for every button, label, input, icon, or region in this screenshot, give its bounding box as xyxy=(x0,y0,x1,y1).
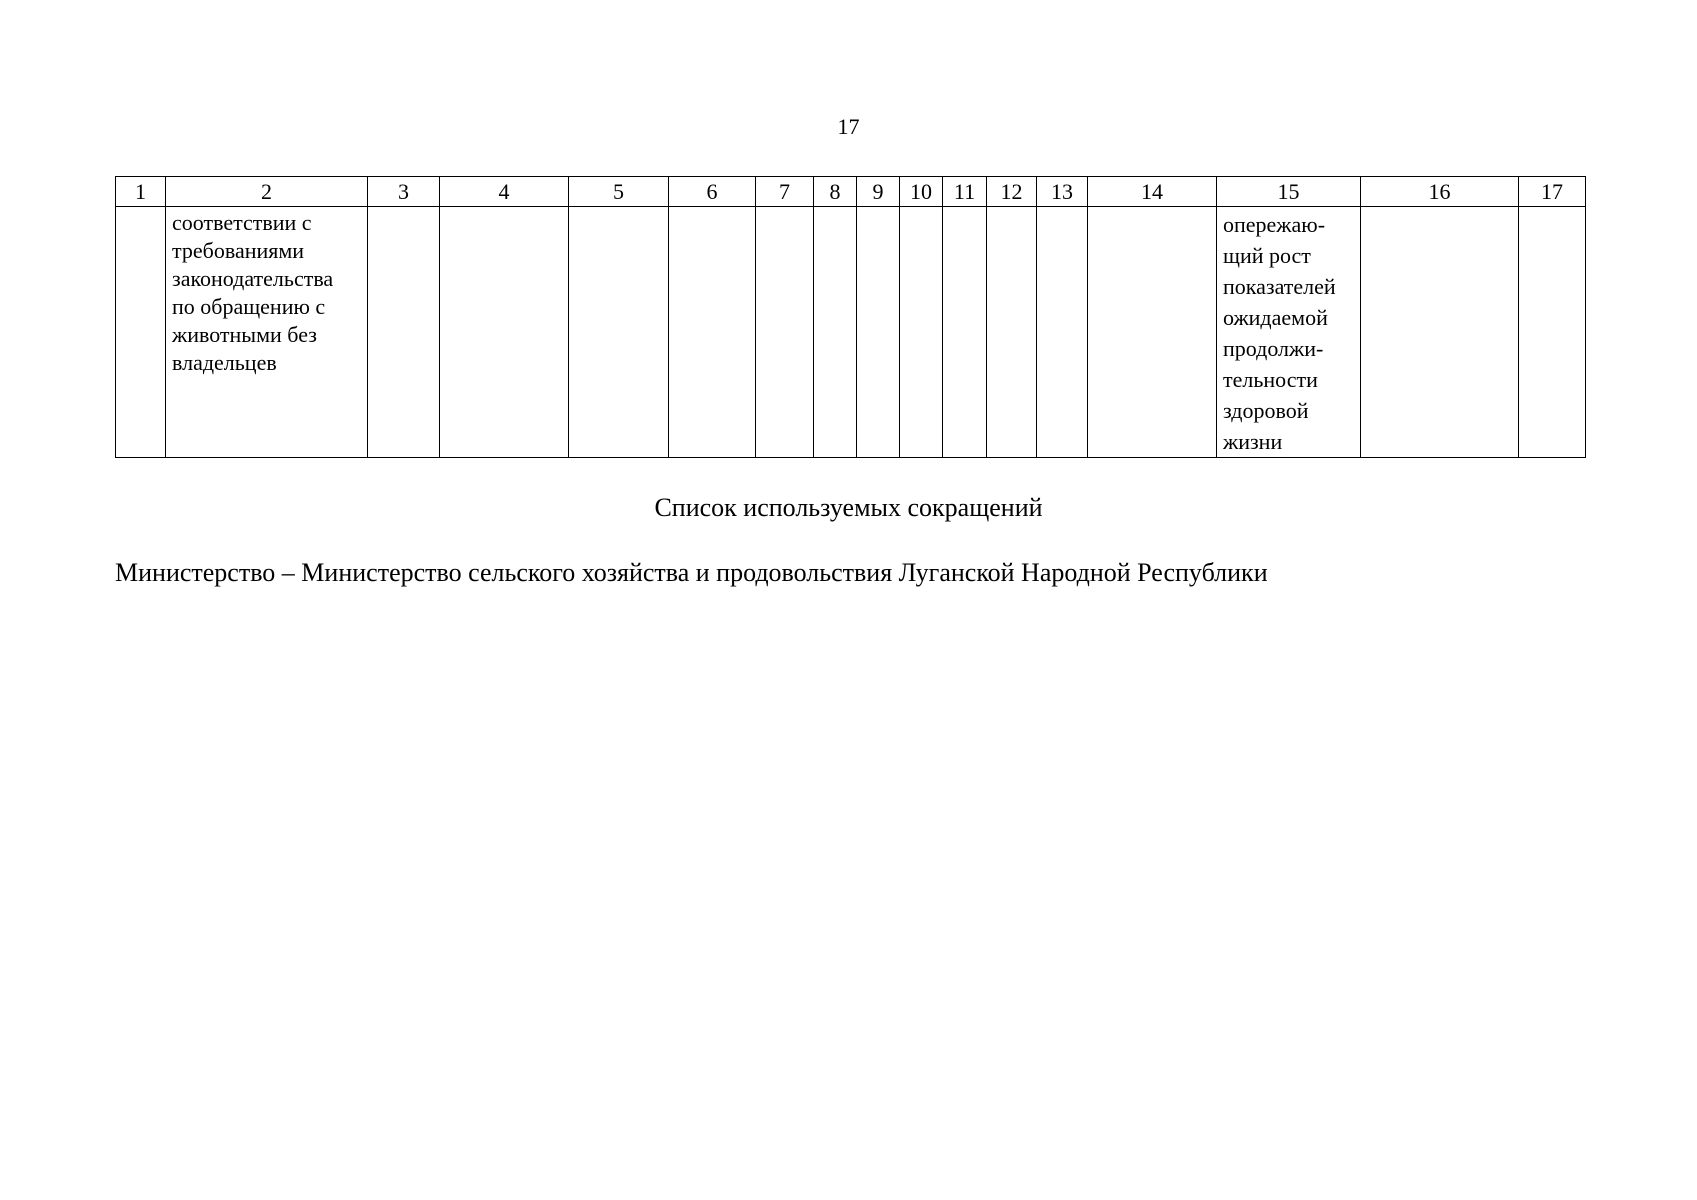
column-header: 9 xyxy=(857,177,900,207)
column-header: 8 xyxy=(814,177,857,207)
cell-text xyxy=(569,207,668,209)
table-row xyxy=(116,207,1586,458)
column-header: 7 xyxy=(756,177,814,207)
table-header-row xyxy=(116,177,1586,207)
column-header: 10 xyxy=(900,177,943,207)
column-header: 3 xyxy=(368,177,440,207)
cell-text xyxy=(857,207,899,209)
table-cell xyxy=(166,207,368,458)
cell-text xyxy=(1519,207,1585,209)
column-header: 15 xyxy=(1217,177,1361,207)
page-number: 17 xyxy=(837,114,860,139)
cell-text xyxy=(1361,207,1518,209)
cell-text xyxy=(440,207,568,209)
column-header: 16 xyxy=(1361,177,1519,207)
column-header: 6 xyxy=(669,177,756,207)
column-header: 2 xyxy=(166,177,368,207)
cell-text xyxy=(987,207,1036,209)
column-header: 12 xyxy=(987,177,1037,207)
column-header: 11 xyxy=(943,177,987,207)
column-header: 4 xyxy=(440,177,569,207)
table-cell xyxy=(900,207,943,458)
cell-text: соответствии с требованиями законодательства по обращению с животными без владельцев xyxy=(172,210,334,375)
table-cell xyxy=(569,207,669,458)
table-cell xyxy=(1037,207,1088,458)
column-header: 5 xyxy=(569,177,669,207)
table-cell xyxy=(814,207,857,458)
table-cell xyxy=(1361,207,1519,458)
table-cell xyxy=(756,207,814,458)
table-cell xyxy=(1217,207,1361,458)
column-header: 17 xyxy=(1519,177,1586,207)
cell-text xyxy=(368,207,439,209)
cell-text xyxy=(943,207,986,209)
table-cell xyxy=(857,207,900,458)
column-header: 13 xyxy=(1037,177,1088,207)
table-cell xyxy=(1519,207,1586,458)
cell-text xyxy=(116,207,165,209)
table-cell xyxy=(368,207,440,458)
table-cell xyxy=(987,207,1037,458)
abbreviation-item: Министерство – Министерство сельского хозяйства и продовольствия Луганской Народной Республики xyxy=(115,558,1268,587)
table-cell xyxy=(1088,207,1217,458)
table-cell xyxy=(440,207,569,458)
column-header: 14 xyxy=(1088,177,1217,207)
cell-text: опережаю- щий рост показателей ожидаемой продолжи- тельности здоровой жизни xyxy=(1223,212,1336,454)
cell-text xyxy=(814,207,856,209)
abbreviations-title: Список используемых сокращений xyxy=(654,493,1043,522)
table-cell xyxy=(116,207,166,458)
table-cell xyxy=(669,207,756,458)
cell-text xyxy=(1037,207,1087,209)
column-header: 1 xyxy=(116,177,166,207)
cell-text xyxy=(756,207,813,209)
cell-text xyxy=(900,207,942,209)
table-cell xyxy=(943,207,987,458)
data-table xyxy=(115,176,1586,458)
cell-text xyxy=(669,207,755,209)
cell-text xyxy=(1088,207,1216,209)
